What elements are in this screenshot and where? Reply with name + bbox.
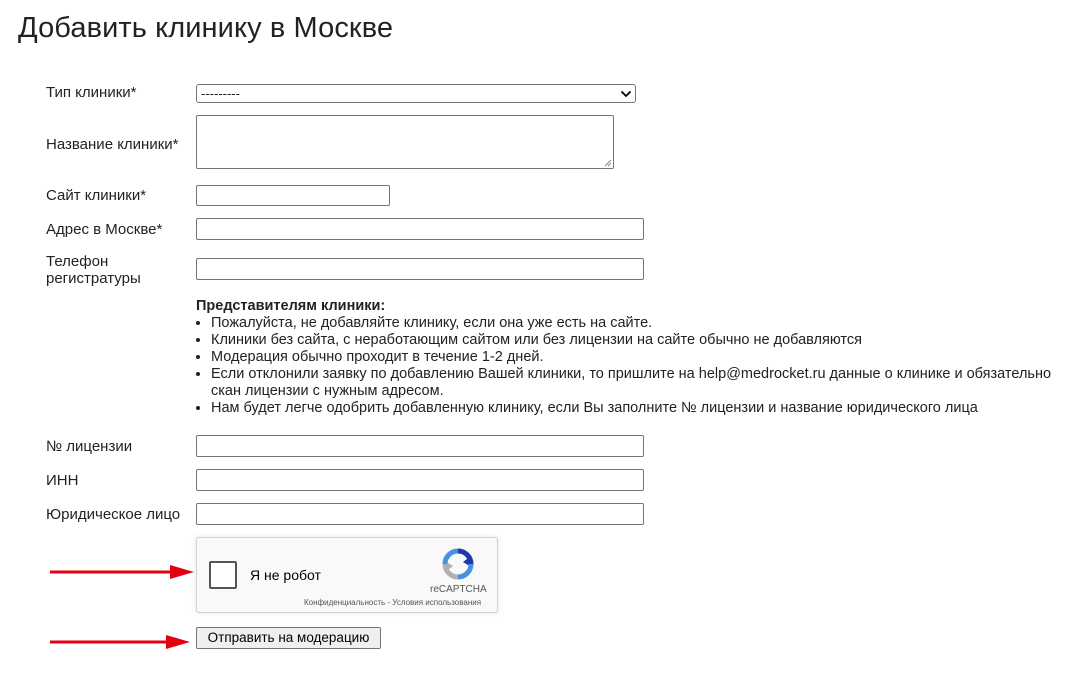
clinic-type-select[interactable] bbox=[196, 84, 636, 103]
red-arrow-icon bbox=[48, 564, 196, 580]
clinic-type-selected-value: --------- bbox=[201, 86, 240, 101]
recaptcha-widget bbox=[196, 537, 498, 613]
recaptcha-checkbox[interactable] bbox=[209, 561, 237, 589]
representatives-notice bbox=[196, 298, 1076, 417]
notice-item: • Модерация обычно проходит в течение 1-2 дней. bbox=[211, 349, 1076, 366]
phone-label-line1: Телефон bbox=[46, 253, 109, 270]
notice-item: • Пожалуйста, не добавляйте клинику, если она уже есть на сайте. bbox=[211, 315, 1076, 332]
resize-grip-icon[interactable] bbox=[604, 159, 612, 167]
recaptcha-terms-link[interactable]: Условия использования bbox=[392, 598, 482, 607]
license-label: № лицензии bbox=[46, 438, 133, 455]
phone-label-line2: регистратуры bbox=[46, 270, 141, 287]
notice-list bbox=[196, 315, 1076, 417]
red-arrow-icon bbox=[48, 634, 196, 650]
inn-label: ИНН bbox=[46, 472, 79, 489]
clinic-site-input[interactable] bbox=[196, 185, 390, 206]
address-label: Адрес в Москве* bbox=[46, 221, 163, 238]
address-input[interactable] bbox=[196, 218, 644, 240]
clinic-site-label: Сайт клиники* bbox=[46, 187, 147, 204]
legal-entity-input[interactable] bbox=[196, 503, 644, 525]
clinic-type-label: Тип клиники* bbox=[46, 84, 137, 101]
notice-heading: Представителям клиники: bbox=[196, 298, 386, 314]
notice-item: • Если отклонили заявку по добавлению Вашей клиники, то пришлите на help@medrocket.ru данные о клинике и обязательно скан лицензии с нужным адресом. bbox=[211, 366, 1076, 400]
recaptcha-brand: reCAPTCHA bbox=[430, 584, 487, 595]
recaptcha-logo-icon bbox=[442, 548, 474, 580]
legal-entity-label: Юридическое лицо bbox=[46, 506, 181, 523]
submit-moderation-button[interactable]: Отправить на модерацию bbox=[196, 627, 381, 649]
recaptcha-checkbox-label: Я не робот bbox=[250, 567, 321, 583]
chevron-down-icon bbox=[620, 88, 632, 100]
phone-label bbox=[46, 253, 141, 287]
license-input[interactable] bbox=[196, 435, 644, 457]
notice-item: • Клиники без сайта, с неработающим сайтом или без лицензии на сайте обычно не добавляются bbox=[211, 332, 1076, 349]
recaptcha-privacy-link[interactable]: Конфиденциальность bbox=[304, 598, 386, 607]
clinic-name-textarea[interactable] bbox=[196, 115, 614, 169]
recaptcha-legal bbox=[304, 598, 481, 607]
inn-input[interactable] bbox=[196, 469, 644, 491]
phone-input[interactable] bbox=[196, 258, 644, 280]
page-title: Добавить клинику в Москве bbox=[18, 12, 394, 44]
clinic-name-label: Название клиники* bbox=[46, 136, 179, 153]
notice-item: • Нам будет легче одобрить добавленную клинику, если Вы заполните № лицензии и название юридического лица bbox=[211, 400, 1076, 417]
recaptcha-separator: - bbox=[385, 598, 393, 607]
